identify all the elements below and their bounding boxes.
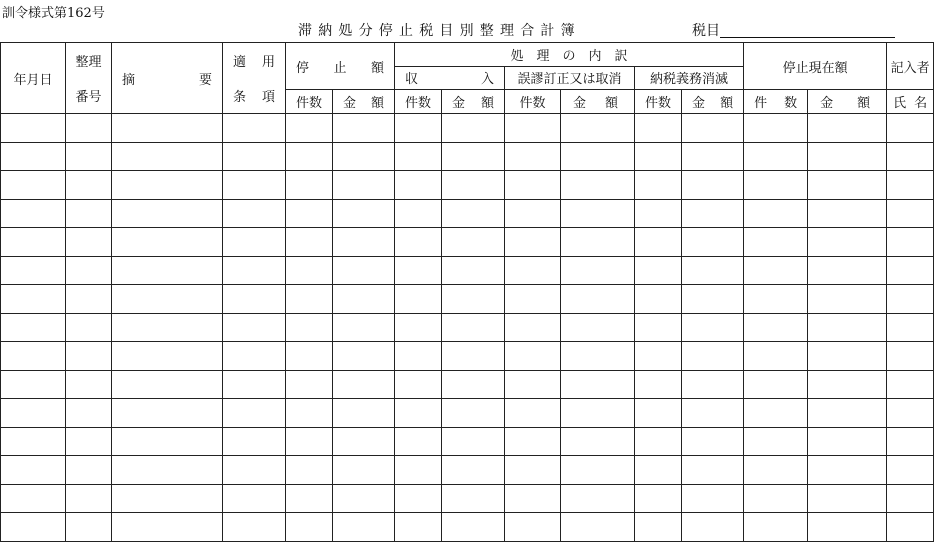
table-row [1,313,934,342]
table-cell[interactable] [442,199,505,228]
table-cell[interactable] [808,171,887,200]
table-cell[interactable] [505,199,561,228]
table-cell[interactable] [395,313,442,342]
table-cell[interactable] [66,199,112,228]
table-cell[interactable] [887,456,934,485]
table-cell[interactable] [505,142,561,171]
table-cell[interactable] [1,199,66,228]
tax-item-field[interactable] [720,37,895,38]
table-cell[interactable] [286,513,333,542]
table-cell[interactable] [887,427,934,456]
table-cell[interactable] [887,142,934,171]
table-cell[interactable] [442,399,505,428]
table-cell[interactable] [223,313,286,342]
table-cell[interactable] [505,484,561,513]
table-cell[interactable] [395,427,442,456]
table-cell[interactable] [1,313,66,342]
table-row [1,114,934,143]
table-cell[interactable] [286,114,333,143]
table-cell[interactable] [744,114,808,143]
table-cell[interactable] [286,342,333,371]
table-cell[interactable] [66,313,112,342]
table-cell[interactable] [333,114,395,143]
table-cell[interactable] [744,456,808,485]
table-cell[interactable] [887,285,934,314]
table-row [1,513,934,542]
header-kingaku: 金 額 [333,90,395,114]
header-kingaku: 金 額 [682,90,744,114]
table-cell[interactable] [286,199,333,228]
table-cell[interactable] [395,114,442,143]
header-shimei: 氏 名 [887,90,934,114]
table-cell[interactable] [333,342,395,371]
table-cell[interactable] [887,513,934,542]
form-number: 訓令様式第162号 [2,6,105,21]
table-cell[interactable] [333,228,395,257]
table-cell[interactable] [66,142,112,171]
table-cell[interactable] [744,199,808,228]
table-cell[interactable] [333,427,395,456]
table-cell[interactable] [808,199,887,228]
table-cell[interactable] [505,313,561,342]
table-cell[interactable] [561,199,635,228]
table-cell[interactable] [395,199,442,228]
table-cell[interactable] [682,342,744,371]
table-cell[interactable] [505,370,561,399]
header-teishi-gaku: 停 止 額 [286,43,395,90]
table-cell[interactable] [286,256,333,285]
table-cell[interactable] [66,370,112,399]
table-cell[interactable] [395,513,442,542]
table-row [1,399,934,428]
table-cell[interactable] [808,456,887,485]
header-kensu: 件数 [635,90,682,114]
table-cell[interactable] [286,370,333,399]
table-cell[interactable] [682,114,744,143]
table-cell[interactable] [223,256,286,285]
table-cell[interactable] [561,142,635,171]
table-cell[interactable] [1,513,66,542]
table-cell[interactable] [561,285,635,314]
table-cell[interactable] [223,399,286,428]
table-cell[interactable] [442,427,505,456]
table-cell[interactable] [682,484,744,513]
table-cell[interactable] [744,484,808,513]
table-cell[interactable] [887,484,934,513]
table-cell[interactable] [505,228,561,257]
table-cell[interactable] [442,342,505,371]
table-cell[interactable] [442,313,505,342]
table-cell[interactable] [1,285,66,314]
table-cell[interactable] [333,142,395,171]
table-cell[interactable] [887,399,934,428]
table-cell[interactable] [808,484,887,513]
table-cell[interactable] [1,142,66,171]
table-cell[interactable] [561,370,635,399]
table-cell[interactable] [333,171,395,200]
table-cell[interactable] [66,484,112,513]
table-cell[interactable] [112,342,223,371]
table-cell[interactable] [395,171,442,200]
table-cell[interactable] [561,399,635,428]
table-cell[interactable] [808,228,887,257]
table-cell[interactable] [395,456,442,485]
table-cell[interactable] [887,313,934,342]
table-cell[interactable] [744,342,808,371]
table-cell[interactable] [333,313,395,342]
table-cell[interactable] [66,285,112,314]
table-cell[interactable] [1,399,66,428]
table-cell[interactable] [635,370,682,399]
table-cell[interactable] [561,114,635,143]
table-cell[interactable] [505,427,561,456]
table-cell[interactable] [333,399,395,428]
table-cell[interactable] [561,342,635,371]
header-kingaku: 金 額 [561,90,635,114]
table-cell[interactable] [682,456,744,485]
table-cell[interactable] [561,427,635,456]
ledger-body [1,114,934,542]
table-cell[interactable] [223,228,286,257]
table-cell[interactable] [223,427,286,456]
table-cell[interactable] [1,171,66,200]
table-cell[interactable] [682,256,744,285]
table-cell[interactable] [744,313,808,342]
table-cell[interactable] [635,256,682,285]
table-cell[interactable] [286,171,333,200]
table-cell[interactable] [286,484,333,513]
table-cell[interactable] [112,171,223,200]
table-cell[interactable] [1,228,66,257]
table-cell[interactable] [682,285,744,314]
table-cell[interactable] [286,142,333,171]
table-row [1,484,934,513]
table-cell[interactable] [223,342,286,371]
table-cell[interactable] [561,228,635,257]
table-cell[interactable] [286,399,333,428]
table-cell[interactable] [112,199,223,228]
table-cell[interactable] [112,142,223,171]
header-kingaku: 金 額 [442,90,505,114]
table-cell[interactable] [887,370,934,399]
table-cell[interactable] [505,456,561,485]
table-cell[interactable] [808,370,887,399]
table-cell[interactable] [333,285,395,314]
table-cell[interactable] [333,456,395,485]
table-cell[interactable] [442,171,505,200]
table-row [1,199,934,228]
table-cell[interactable] [112,456,223,485]
table-cell[interactable] [66,256,112,285]
table-cell[interactable] [66,342,112,371]
table-cell[interactable] [682,142,744,171]
header-kensu: 件数 [395,90,442,114]
table-cell[interactable] [395,342,442,371]
table-cell[interactable] [66,114,112,143]
table-cell[interactable] [505,256,561,285]
table-row [1,142,934,171]
table-cell[interactable] [635,513,682,542]
table-cell[interactable] [66,228,112,257]
header-shunyu: 収 入 [395,66,505,90]
table-cell[interactable] [286,228,333,257]
table-cell[interactable] [635,142,682,171]
table-row [1,228,934,257]
table-cell[interactable] [286,456,333,485]
table-cell[interactable] [112,427,223,456]
table-cell[interactable] [808,313,887,342]
table-cell[interactable] [1,456,66,485]
table-cell[interactable] [635,456,682,485]
table-cell[interactable] [505,114,561,143]
table-cell[interactable] [682,171,744,200]
table-cell[interactable] [561,484,635,513]
table-cell[interactable] [561,256,635,285]
table-cell[interactable] [333,199,395,228]
table-cell[interactable] [744,285,808,314]
table-cell[interactable] [808,342,887,371]
table-cell[interactable] [442,513,505,542]
header-tekiyo: 摘 要 [112,43,223,114]
table-cell[interactable] [395,228,442,257]
table-cell[interactable] [223,285,286,314]
table-cell[interactable] [333,256,395,285]
tax-item-label: 税目 [692,23,720,39]
table-cell[interactable] [744,513,808,542]
table-row [1,171,934,200]
table-cell[interactable] [395,399,442,428]
table-row [1,427,934,456]
table-cell[interactable] [223,114,286,143]
table-cell[interactable] [112,313,223,342]
table-cell[interactable] [112,484,223,513]
table-cell[interactable] [1,370,66,399]
table-cell[interactable] [808,285,887,314]
table-cell[interactable] [112,256,223,285]
table-row [1,342,934,371]
table-cell[interactable] [887,114,934,143]
table-cell[interactable] [561,171,635,200]
header-kinyusha: 記入者 [887,43,934,90]
table-cell[interactable] [66,427,112,456]
table-cell[interactable] [112,399,223,428]
header-teishi-genzaigaku: 停止現在額 [744,43,887,90]
header-row-1 [1,43,934,67]
header-kensu: 件数 [286,90,333,114]
header-tekiyo-joko: 適 用 条 項 [223,43,286,114]
table-cell[interactable] [561,513,635,542]
table-cell[interactable] [442,256,505,285]
table-cell[interactable] [223,513,286,542]
table-cell[interactable] [682,370,744,399]
header-kensu: 件 数 [744,90,808,114]
table-cell[interactable] [635,171,682,200]
form-title: 滞納処分停止税目別整理合計簿 [298,23,581,39]
ledger-table [0,42,934,542]
table-cell[interactable] [744,171,808,200]
table-cell[interactable] [1,114,66,143]
header-date: 年月日 [1,43,66,114]
table-cell[interactable] [682,228,744,257]
table-cell[interactable] [887,342,934,371]
table-cell[interactable] [505,342,561,371]
table-cell[interactable] [223,484,286,513]
table-cell[interactable] [112,114,223,143]
table-cell[interactable] [808,142,887,171]
table-cell[interactable] [1,342,66,371]
table-cell[interactable] [442,484,505,513]
table-cell[interactable] [887,171,934,200]
table-cell[interactable] [744,228,808,257]
table-cell[interactable] [561,313,635,342]
table-cell[interactable] [635,484,682,513]
table-row [1,456,934,485]
table-cell[interactable] [223,370,286,399]
table-cell[interactable] [286,313,333,342]
table-cell[interactable] [505,513,561,542]
table-cell[interactable] [395,285,442,314]
table-cell[interactable] [112,370,223,399]
table-cell[interactable] [505,171,561,200]
table-cell[interactable] [744,142,808,171]
table-cell[interactable] [635,342,682,371]
header-seiri-bango: 整理 番号 [66,43,112,114]
table-cell[interactable] [395,256,442,285]
header-gobyo: 誤謬訂正又は取消 [505,66,635,90]
table-cell[interactable] [442,370,505,399]
table-cell[interactable] [333,484,395,513]
table-cell[interactable] [635,427,682,456]
table-cell[interactable] [442,114,505,143]
table-cell[interactable] [682,399,744,428]
table-cell[interactable] [887,256,934,285]
table-cell[interactable] [635,399,682,428]
table-cell[interactable] [442,285,505,314]
table-cell[interactable] [286,285,333,314]
table-cell[interactable] [635,228,682,257]
table-cell[interactable] [442,228,505,257]
table-cell[interactable] [505,285,561,314]
table-cell[interactable] [505,399,561,428]
table-row [1,256,934,285]
table-cell[interactable] [682,313,744,342]
table-cell[interactable] [395,370,442,399]
table-cell[interactable] [744,427,808,456]
header-kingaku: 金 額 [808,90,887,114]
table-cell[interactable] [223,199,286,228]
table-cell[interactable] [223,171,286,200]
table-cell[interactable] [223,142,286,171]
table-cell[interactable] [333,370,395,399]
table-cell[interactable] [682,427,744,456]
table-cell[interactable] [808,399,887,428]
table-cell[interactable] [682,199,744,228]
table-cell[interactable] [286,427,333,456]
table-cell[interactable] [1,256,66,285]
header-nozei: 納税義務消滅 [635,66,744,90]
table-cell[interactable] [112,228,223,257]
table-cell[interactable] [395,142,442,171]
table-cell[interactable] [635,285,682,314]
table-cell[interactable] [395,484,442,513]
table-cell[interactable] [887,199,934,228]
table-cell[interactable] [333,513,395,542]
table-cell[interactable] [682,513,744,542]
table-cell[interactable] [744,256,808,285]
header-kensu: 件数 [505,90,561,114]
table-cell[interactable] [808,513,887,542]
table-cell[interactable] [635,114,682,143]
table-cell[interactable] [808,256,887,285]
table-cell[interactable] [635,199,682,228]
table-cell[interactable] [808,427,887,456]
table-cell[interactable] [66,171,112,200]
table-row [1,285,934,314]
table-cell[interactable] [744,370,808,399]
table-cell[interactable] [112,513,223,542]
table-cell[interactable] [1,484,66,513]
table-row [1,370,934,399]
table-cell[interactable] [744,399,808,428]
table-cell[interactable] [635,313,682,342]
header-shori-uchiwake: 処 理 の 内 訳 [395,43,744,67]
table-cell[interactable] [66,456,112,485]
table-cell[interactable] [112,285,223,314]
table-cell[interactable] [561,456,635,485]
table-cell[interactable] [442,456,505,485]
table-cell[interactable] [223,456,286,485]
table-cell[interactable] [442,142,505,171]
table-cell[interactable] [808,114,887,143]
table-cell[interactable] [66,399,112,428]
table-cell[interactable] [66,513,112,542]
table-cell[interactable] [1,427,66,456]
table-cell[interactable] [887,228,934,257]
